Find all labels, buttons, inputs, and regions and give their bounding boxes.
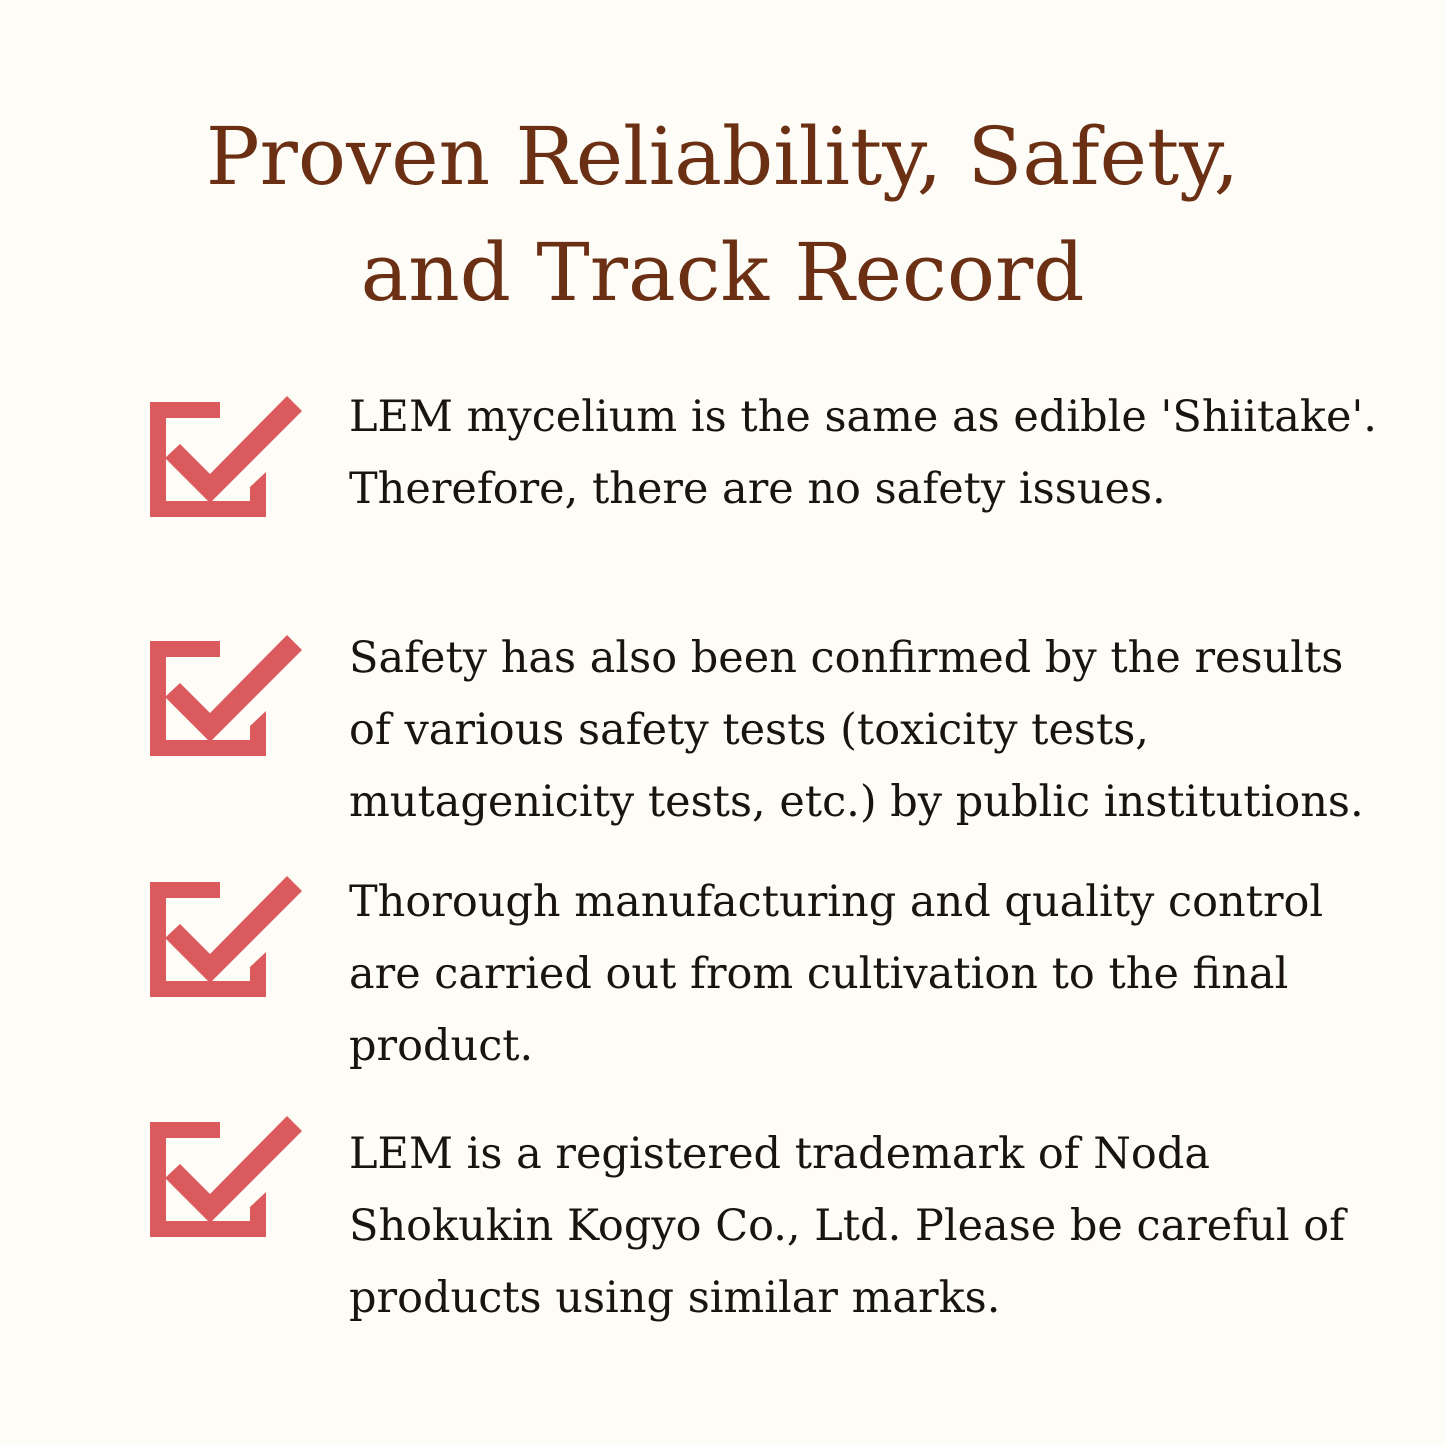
item-text-line: products using similar marks.: [349, 1273, 1001, 1323]
checkbox-checked-icon: [146, 1112, 306, 1237]
checkbox-checked-icon: [146, 872, 306, 997]
item-text-line: LEM is a registered trademark of Noda: [349, 1129, 1210, 1179]
item-text: [349, 866, 1409, 1082]
checkbox-checked-icon: [146, 631, 306, 756]
item-text-line: Shokukin Kogyo Co., Ltd. Please be careful of: [349, 1201, 1346, 1251]
item-text: [349, 622, 1409, 838]
page-title-line-1: Proven Reliability, Safety,: [205, 110, 1240, 203]
item-text: [349, 1118, 1409, 1334]
item-text-line: Safety has also been confirmed by the results: [349, 633, 1344, 683]
item-text: [349, 381, 1409, 525]
item-text-line: are carried out from cultivation to the final: [349, 949, 1289, 999]
item-text-line: mutagenicity tests, etc.) by public institutions.: [349, 777, 1364, 827]
item-text-line: product.: [349, 1021, 534, 1071]
item-text-line: of various safety tests (toxicity tests,: [349, 705, 1149, 755]
item-text-line: Therefore, there are no safety issues.: [349, 464, 1166, 514]
page-title-line-2: and Track Record: [360, 226, 1085, 319]
item-text-line: Thorough manufacturing and quality control: [349, 877, 1324, 927]
checkbox-checked-icon: [146, 392, 306, 517]
item-text-line: LEM mycelium is the same as edible 'Shiitake'.: [349, 392, 1377, 442]
